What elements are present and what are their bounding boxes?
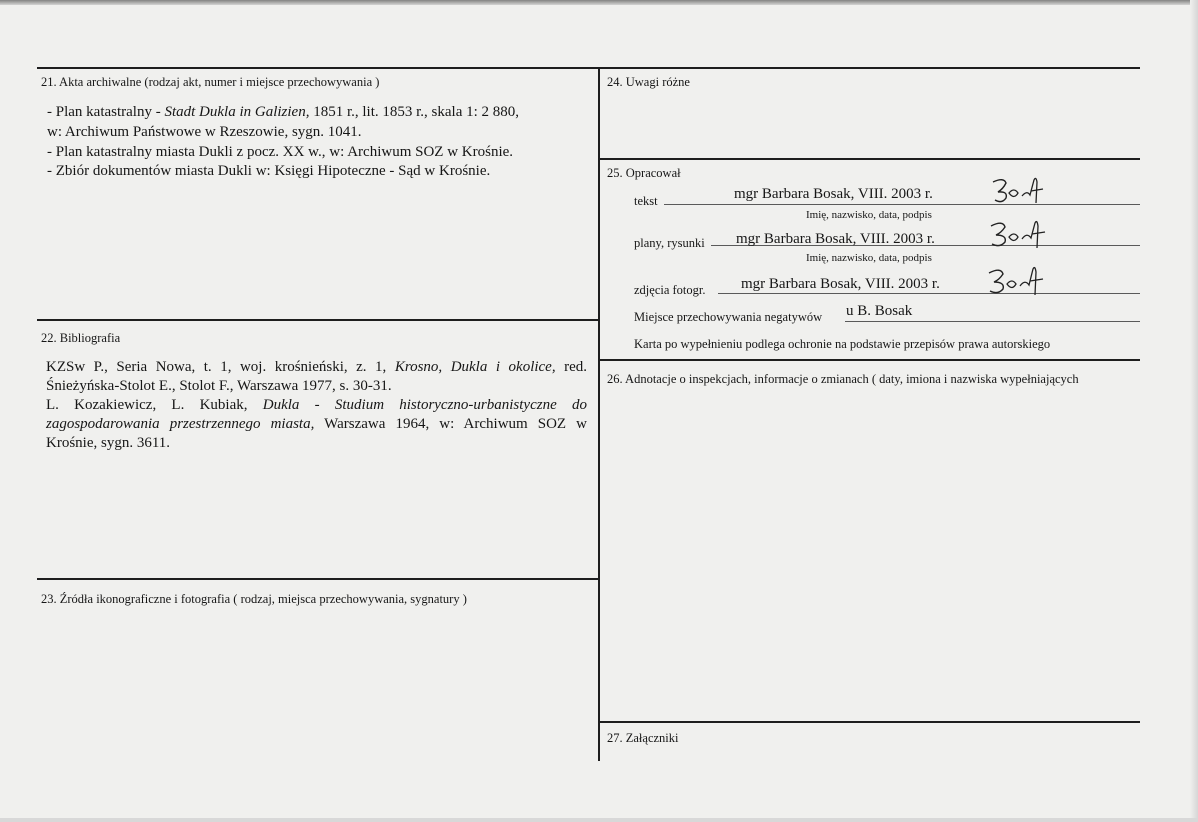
- section-26-title: 26. Adnotacje o inspekcjach, informacje o zmianach ( daty, imiona i nazwiska wypełniających: [607, 372, 1079, 386]
- signature-caption-2: Imię, nazwisko, data, podpis: [806, 252, 932, 264]
- rule-24-25: [600, 158, 1140, 160]
- form-top-rule: [37, 67, 1140, 69]
- scan-right-edge: [1190, 0, 1198, 822]
- scan-top-edge: [0, 0, 1198, 5]
- text-run: red. Śnieżyńska-Stolot E., Stolot F., Warszawa 1977, s. 30-31.: [46, 359, 588, 394]
- text-run: L. Kozakiewicz, L. Kubiak,: [46, 397, 263, 413]
- rule-26-27: [600, 721, 1140, 723]
- negatives-underline: [845, 321, 1140, 322]
- zdjecia-value: mgr Barbara Bosak, VIII. 2003 r.: [741, 276, 940, 292]
- section-21-line-3: - Plan katastralny miasta Dukli z pocz. XX w., w: Archiwum SOZ w Krośnie.: [47, 144, 514, 160]
- plany-label: plany, rysunki: [634, 236, 705, 250]
- text-run: KZSw P., Seria Nowa, t. 1, woj. krośnieński, z. 1,: [46, 359, 395, 375]
- handwritten-signature-3: [986, 264, 1050, 298]
- section-21-title: 21. Akta archiwalne (rodzaj akt, numer i miejsce przechowywania ): [41, 75, 380, 89]
- section-21-line-1: [47, 103, 519, 122]
- rule-21-22: [37, 319, 598, 321]
- italic-title: Stadt Dukla in Galizien,: [164, 104, 310, 120]
- section-21-line-4: - Zbiór dokumentów miasta Dukli w: Księgi Hipoteczne - Sąd w Krośnie.: [47, 163, 491, 179]
- italic-title: Krosno, Dukla i okolice,: [394, 359, 556, 375]
- section-23-title: 23. Źródła ikonograficzne i fotografia ( rodzaj, miejsca przechowywania, sygnatury ): [41, 592, 467, 606]
- text-run: - Plan katastralny -: [47, 104, 165, 120]
- form-column-divider: [598, 67, 600, 761]
- tekst-label: tekst: [634, 194, 658, 208]
- tekst-value: mgr Barbara Bosak, VIII. 2003 r.: [734, 186, 933, 202]
- section-24-title: 24. Uwagi różne: [607, 75, 690, 89]
- bibliography-entry-2: [46, 396, 587, 453]
- section-25-title: 25. Opracował: [607, 166, 681, 180]
- copyright-note: Karta po wypełnieniu podlega ochronie na podstawie przepisów prawa autorskiego: [634, 337, 1051, 351]
- handwritten-signature-2: [988, 217, 1050, 251]
- section-21-line-2: w: Archiwum Państwowe w Rzeszowie, sygn. 1041.: [47, 124, 362, 140]
- tekst-underline: [664, 204, 1140, 205]
- signature-caption-1: Imię, nazwisko, data, podpis: [806, 209, 932, 221]
- handwritten-signature-1: [990, 174, 1048, 206]
- rule-25-26: [600, 359, 1140, 361]
- negatives-label: Miejsce przechowywania negatywów: [634, 310, 823, 324]
- section-22-title: 22. Bibliografia: [41, 331, 121, 345]
- text-run: 1851 r., lit. 1853 r., skala 1: 2 880,: [309, 104, 520, 120]
- section-27-title: 27. Załączniki: [607, 731, 679, 745]
- rule-22-23: [37, 578, 598, 580]
- zdjecia-label: zdjęcia fotogr.: [634, 283, 706, 297]
- plany-value: mgr Barbara Bosak, VIII. 2003 r.: [736, 231, 935, 247]
- negatives-value: u B. Bosak: [846, 303, 913, 319]
- italic-title: Dukla - Studium historyczno-urbanistyczne do zagospodarowania przestrzennego miasta,: [46, 397, 587, 432]
- scan-bottom-edge: [0, 818, 1198, 822]
- text-run: Warszawa 1964, w: Archiwum SOZ w Krośnie, sygn. 3611.: [46, 416, 587, 451]
- bibliography-entry-1: [46, 358, 587, 396]
